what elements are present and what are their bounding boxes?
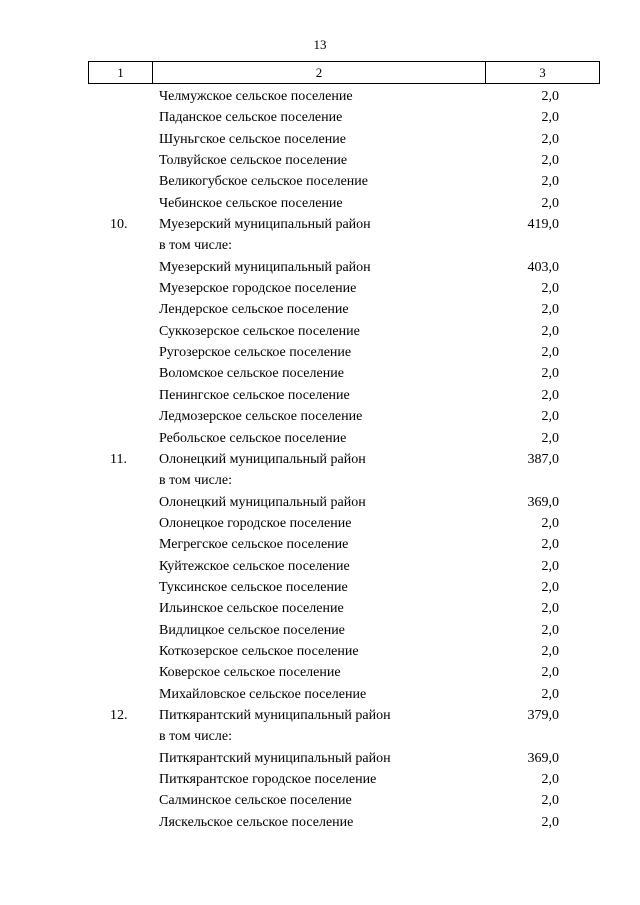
row-value: 2,0 <box>541 110 559 126</box>
row-value: 2,0 <box>541 537 559 553</box>
row-value: 2,0 <box>541 345 559 361</box>
row-value: 2,0 <box>541 131 559 147</box>
row-name: Чебинское сельское поселение <box>159 195 343 211</box>
header-col-3: 3 <box>539 64 546 80</box>
table-row <box>88 171 600 192</box>
table-row <box>88 193 600 214</box>
row-value: 2,0 <box>541 153 559 169</box>
row-name: в том числе: <box>159 473 232 489</box>
table-row <box>88 598 600 619</box>
table-row <box>88 513 600 534</box>
row-number: 11. <box>110 451 127 467</box>
row-value: 419,0 <box>527 217 559 233</box>
row-value: 2,0 <box>541 281 559 297</box>
table-row <box>88 129 600 150</box>
table-row <box>88 726 600 747</box>
row-name: Ляскельское сельское поселение <box>159 814 354 830</box>
row-number: 10. <box>110 217 128 233</box>
table-row <box>88 705 600 726</box>
table-row <box>88 235 600 256</box>
row-value: 2,0 <box>541 387 559 403</box>
row-value: 2,0 <box>541 686 559 702</box>
table-row <box>88 257 600 278</box>
row-name: Коткозерское сельское поселение <box>159 643 359 659</box>
row-name: Олонецкий муниципальный район <box>159 451 366 467</box>
row-name: Челмужское сельское поселение <box>159 89 353 104</box>
row-value: 379,0 <box>527 707 559 723</box>
table-row <box>88 662 600 683</box>
table-row <box>88 278 600 299</box>
row-name: Толвуйское сельское поселение <box>159 153 348 169</box>
row-value: 2,0 <box>541 366 559 382</box>
row-name: Куйтежское сельское поселение <box>159 558 350 574</box>
row-name: в том числе: <box>159 238 232 254</box>
table-row <box>88 342 600 363</box>
row-value: 2,0 <box>541 622 559 638</box>
table-row <box>88 556 600 577</box>
row-name: Суккозерское сельское поселение <box>159 323 360 339</box>
row-value: 2,0 <box>541 579 559 595</box>
table-row <box>88 86 600 107</box>
row-name: Великогубское сельское поселение <box>159 174 368 190</box>
table-row <box>88 769 600 790</box>
row-name: Салминское сельское поселение <box>159 793 352 809</box>
table-row <box>88 492 600 513</box>
row-name: Мегрегское сельское поселение <box>159 537 349 553</box>
table-row <box>88 449 600 470</box>
row-name: Олонецкое городское поселение <box>159 515 352 531</box>
row-name: Ильинское сельское поселение <box>159 601 344 617</box>
table-body <box>88 86 600 833</box>
table-row <box>88 150 600 171</box>
table-row <box>88 748 600 769</box>
row-value: 2,0 <box>541 89 559 104</box>
table-header <box>88 61 600 84</box>
row-number: 12. <box>110 707 128 723</box>
row-name: Питкярантский муниципальный район <box>159 707 391 723</box>
table-row <box>88 107 600 128</box>
row-name: Паданское сельское поселение <box>159 110 343 126</box>
table-row <box>88 385 600 406</box>
row-value: 2,0 <box>541 195 559 211</box>
row-name: Пенингское сельское поселение <box>159 387 350 403</box>
row-name: Муезерский муниципальный район <box>159 217 371 233</box>
header-col-2: 2 <box>153 62 486 83</box>
row-name: Ледмозерское сельское поселение <box>159 409 363 425</box>
row-name: Коверское сельское поселение <box>159 665 341 681</box>
row-name: Питкярантское городское поселение <box>159 772 377 787</box>
row-value: 2,0 <box>541 793 559 809</box>
page-number: 13 <box>313 37 327 52</box>
table-row <box>88 641 600 662</box>
row-name: Муезерское городское поселение <box>159 281 357 297</box>
row-name: Туксинское сельское поселение <box>159 579 348 595</box>
row-value: 2,0 <box>541 601 559 617</box>
row-value: 2,0 <box>541 323 559 339</box>
row-name: Ругозерское сельское поселение <box>159 345 352 361</box>
row-value: 2,0 <box>541 558 559 574</box>
row-value: 369,0 <box>527 494 559 510</box>
row-name: Шуньгское сельское поселение <box>159 131 346 147</box>
row-name: Олонецкий муниципальный район <box>159 494 366 510</box>
table-row <box>88 321 600 342</box>
row-value: 2,0 <box>541 174 559 190</box>
table-row <box>88 470 600 491</box>
row-name: Михайловское сельское поселение <box>159 686 367 702</box>
row-name: в том числе: <box>159 729 232 745</box>
table-row <box>88 534 600 555</box>
row-name: Видлицкое сельское поселение <box>159 622 345 638</box>
table-row <box>88 406 600 427</box>
row-value: 2,0 <box>541 409 559 425</box>
row-value: 2,0 <box>541 814 559 830</box>
row-value: 2,0 <box>541 430 559 446</box>
row-name: Ребольское сельское поселение <box>159 430 347 446</box>
table-row <box>88 620 600 641</box>
row-value: 2,0 <box>541 772 559 787</box>
table-row <box>88 684 600 705</box>
row-value: 403,0 <box>527 259 559 275</box>
table-row <box>88 790 600 811</box>
row-name: Муезерский муниципальный район <box>159 259 371 275</box>
row-value: 387,0 <box>527 451 559 467</box>
table-row <box>88 577 600 598</box>
header-col-1: 1 <box>89 62 153 83</box>
table-row <box>88 428 600 449</box>
row-value: 2,0 <box>541 665 559 681</box>
row-value: 2,0 <box>541 515 559 531</box>
table-row <box>88 214 600 235</box>
row-value: 2,0 <box>541 643 559 659</box>
row-name: Питкярантский муниципальный район <box>159 750 391 766</box>
table-row <box>88 363 600 384</box>
row-value: 369,0 <box>527 750 559 766</box>
row-name: Воломское сельское поселение <box>159 366 344 382</box>
row-value: 2,0 <box>541 302 559 318</box>
table-row <box>88 299 600 320</box>
table-row <box>88 812 600 833</box>
row-name: Лендерское сельское поселение <box>159 302 349 318</box>
